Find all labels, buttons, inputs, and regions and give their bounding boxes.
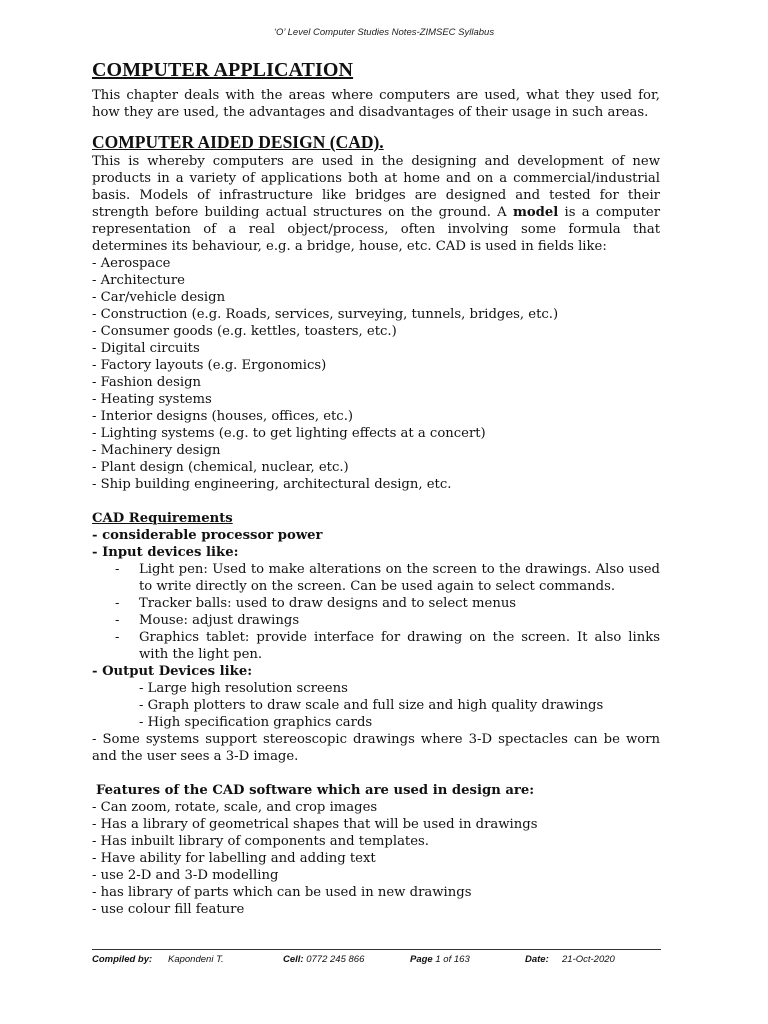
list-item-text: Graphics tablet: provide interface for drawing on the screen. It also links with the light pen. — [139, 630, 660, 662]
date-label: Date: — [525, 954, 549, 965]
list-item: - Graph plotters to draw scale and full size and high quality drawings — [139, 698, 604, 713]
stereoscopic-note: - Some systems support stereoscopic drawings where 3-D spectacles can be worn and the user sees a 3-D image. — [92, 732, 660, 764]
list-item: - Have ability for labelling and adding text — [92, 851, 376, 866]
list-item: - Architecture — [92, 273, 185, 288]
list-item — [92, 629, 660, 663]
list-item: - Aerospace — [92, 256, 171, 271]
list-item: - Plant design (chemical, nuclear, etc.) — [92, 460, 349, 475]
cell-label: Cell: — [283, 954, 304, 965]
output-devices-list — [92, 680, 660, 731]
cell-info — [283, 954, 364, 965]
list-item: - has library of parts which can be used in new drawings — [92, 885, 472, 900]
dash-bullet: - — [115, 562, 120, 577]
list-item: - Interior designs (houses, offices, etc.) — [92, 409, 354, 424]
cad-fields-list — [92, 255, 660, 493]
dash-bullet: - — [115, 630, 120, 645]
list-item: - Lighting systems (e.g. to get lighting effects at a concert) — [92, 426, 486, 441]
list-item: - Has a library of geometrical shapes that will be used in drawings — [92, 817, 538, 832]
list-item: - Large high resolution screens — [139, 681, 348, 696]
list-item: - Has inbuilt library of components and templates. — [92, 834, 429, 849]
cad-paragraph-text-2: is a computer representation of a real object/process, often involving some formula that determines its behaviour, e.g. a bridge, house, etc. CAD is used in fields like: — [92, 205, 660, 254]
page-total: 163 — [453, 954, 470, 965]
page-header: ‘O’ Level Computer Studies Notes-ZIMSEC Syllabus — [273, 27, 495, 38]
list-item — [92, 612, 660, 629]
list-item: - Construction (e.g. Roads, services, surveying, tunnels, bridges, etc.) — [92, 307, 559, 322]
compiled-by-label: Compiled by: — [92, 954, 153, 965]
list-item: - Can zoom, rotate, scale, and crop images — [92, 800, 378, 815]
list-item — [92, 561, 660, 595]
input-devices-list — [92, 561, 660, 663]
page-title: COMPUTER APPLICATION — [92, 59, 354, 81]
page-number — [410, 954, 470, 965]
processor-requirement: - considerable processor power — [92, 528, 323, 543]
date-value: 21-Oct-2020 — [562, 954, 615, 965]
cad-requirements-heading: CAD Requirements — [92, 511, 233, 526]
list-item: - Factory layouts (e.g. Ergonomics) — [92, 358, 327, 373]
dash-bullet: - — [115, 596, 120, 611]
list-item: - Digital circuits — [92, 341, 200, 356]
output-devices-heading: - Output Devices like: — [92, 664, 253, 679]
list-item: - Ship building engineering, architectural design, etc. — [92, 477, 452, 492]
document-body — [92, 56, 660, 918]
compiled-by-value: Kapondeni T. — [168, 954, 224, 965]
list-item-text: Tracker balls: used to draw designs and to select menus — [139, 596, 517, 611]
model-term: model — [512, 205, 559, 220]
cad-heading: COMPUTER AIDED DESIGN (CAD). — [92, 132, 384, 152]
list-item: - use 2-D and 3-D modelling — [92, 868, 279, 883]
page-of: of — [443, 954, 452, 965]
features-list — [92, 799, 660, 918]
page-label: Page — [410, 954, 433, 965]
list-item: - Machinery design — [92, 443, 221, 458]
list-item — [92, 595, 660, 612]
features-heading: Features of the CAD software which are used in design are: — [96, 783, 535, 798]
cad-paragraph — [92, 153, 660, 255]
intro-paragraph: This chapter deals with the areas where computers are used, what they used for, how they are used, the advantages and disadvantages of their usage in such areas. — [92, 88, 660, 120]
list-item: - Fashion design — [92, 375, 202, 390]
list-item: - use colour fill feature — [92, 902, 245, 917]
list-item: - High specification graphics cards — [139, 715, 373, 730]
list-item-text: Light pen: Used to make alterations on the screen to the drawings. Also used to write directly on the screen. Can be used again to select commands. — [139, 562, 660, 594]
cad-paragraph-text-1: This is whereby computers are used in the designing and development of new products in a variety of applications both at home and on a commercial/industrial basis. Models of infrastructure like bridges are designed and tested for their strength before building actual structures on the ground. A — [92, 154, 660, 220]
dash-bullet: - — [115, 613, 120, 628]
page-current: 1 — [435, 954, 441, 965]
list-item: - Consumer goods (e.g. kettles, toasters, etc.) — [92, 324, 397, 339]
footer-divider — [92, 949, 661, 950]
page-footer — [92, 954, 661, 968]
list-item-text: Mouse: adjust drawings — [139, 613, 300, 628]
list-item: - Heating systems — [92, 392, 212, 407]
list-item: - Car/vehicle design — [92, 290, 226, 305]
input-devices-heading: - Input devices like: — [92, 545, 239, 560]
cell-value: 0772 245 866 — [306, 954, 365, 965]
